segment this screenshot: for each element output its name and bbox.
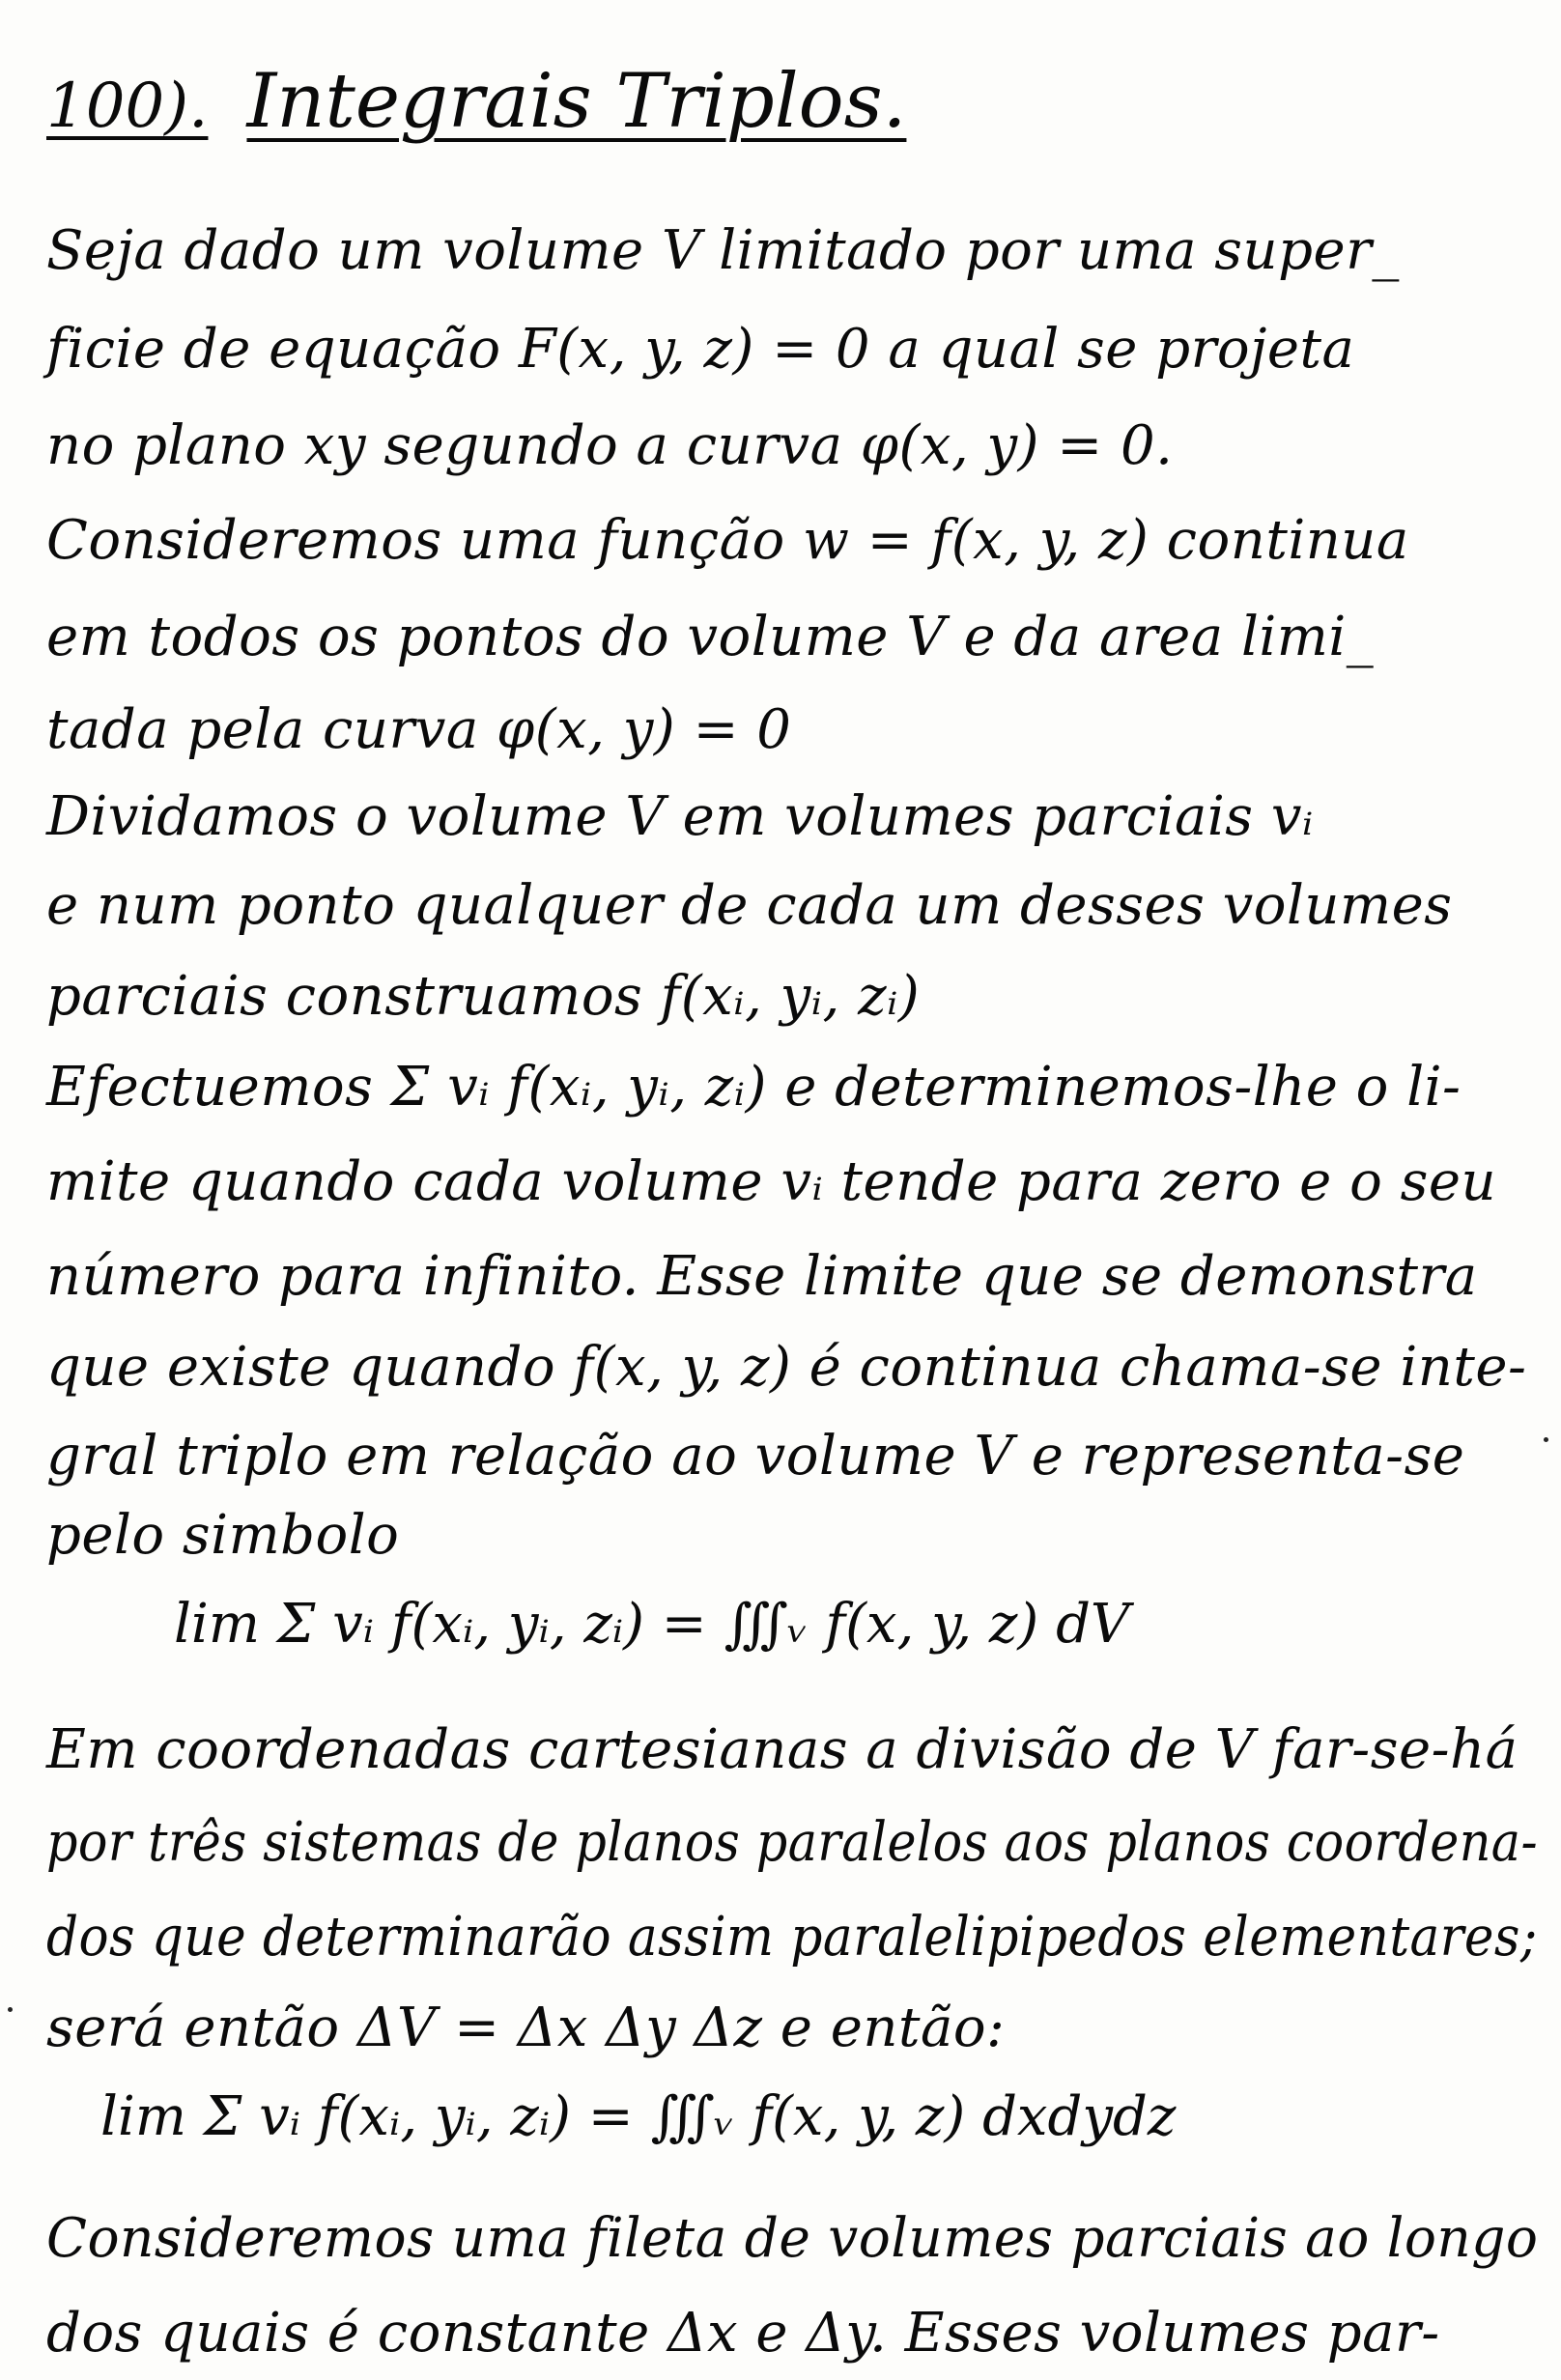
text-line: parciais construamos f(xᵢ, yᵢ, zᵢ) [46,965,921,1028]
section-heading [46,58,906,174]
text-line: Em coordenadas cartesianas a divisão de V far-se-há [46,1718,1518,1781]
formula-cartesian: lim Σ vᵢ f(xᵢ, yᵢ, zᵢ) = ∭ᵥ f(x, y, z) dxdydz [100,2085,1177,2148]
text-line: e num ponto qualquer de cada um desses volumes [46,874,1453,937]
section-title: Integrais Triplos. [246,58,907,145]
text-line: ficie de equação F(x, y, z) = 0 a qual se projeta [46,318,1355,381]
text-line: dos que determinarão assim paralelipipedos elementares; [46,1906,1538,1969]
text-line: em todos os pontos do volume V e da area limi_ [46,606,1375,668]
text-line: por três sistemas de planos paralelos aos planos coordena- [46,1811,1539,1874]
text-line: Seja dado um volume V limitado por uma super_ [46,219,1400,282]
text-line: Consideremos uma fileta de volumes parciais ao longo [46,2207,1539,2270]
text-line: no plano xy segundo a curva φ(x, y) = 0. [46,414,1174,477]
scan-speck [8,2007,13,2012]
text-line: dos quais é constante Δx e Δy. Esses volumes par- [46,2302,1440,2365]
text-line: Dividamos o volume V em volumes parciais vᵢ [46,785,1314,848]
text-line: número para infinito. Esse limite que se demonstra [46,1245,1478,1308]
text-line: Efectuemos Σ vᵢ f(xᵢ, yᵢ, zᵢ) e determinemos-lhe o li- [46,1056,1462,1119]
text-line: gral triplo em relação ao volume V e representa-se [46,1425,1465,1488]
text-line: será então ΔV = Δx Δy Δz e então: [46,1997,1006,2059]
scan-speck [1544,1437,1548,1442]
formula-triple-integral: lim Σ vᵢ f(xᵢ, yᵢ, zᵢ) = ∭ᵥ f(x, y, z) dV [174,1593,1130,1656]
section-number: 100). [46,71,209,142]
text-line: que existe quando f(x, y, z) é continua chama-se inte- [46,1336,1527,1399]
text-line: tada pela curva φ(x, y) = 0 [46,698,792,761]
text-line: Consideremos uma função w = f(x, y, z) continua [46,509,1409,572]
text-line: mite quando cada volume vᵢ tende para zero e o seu [46,1150,1497,1213]
text-line: pelo simbolo [46,1504,400,1567]
